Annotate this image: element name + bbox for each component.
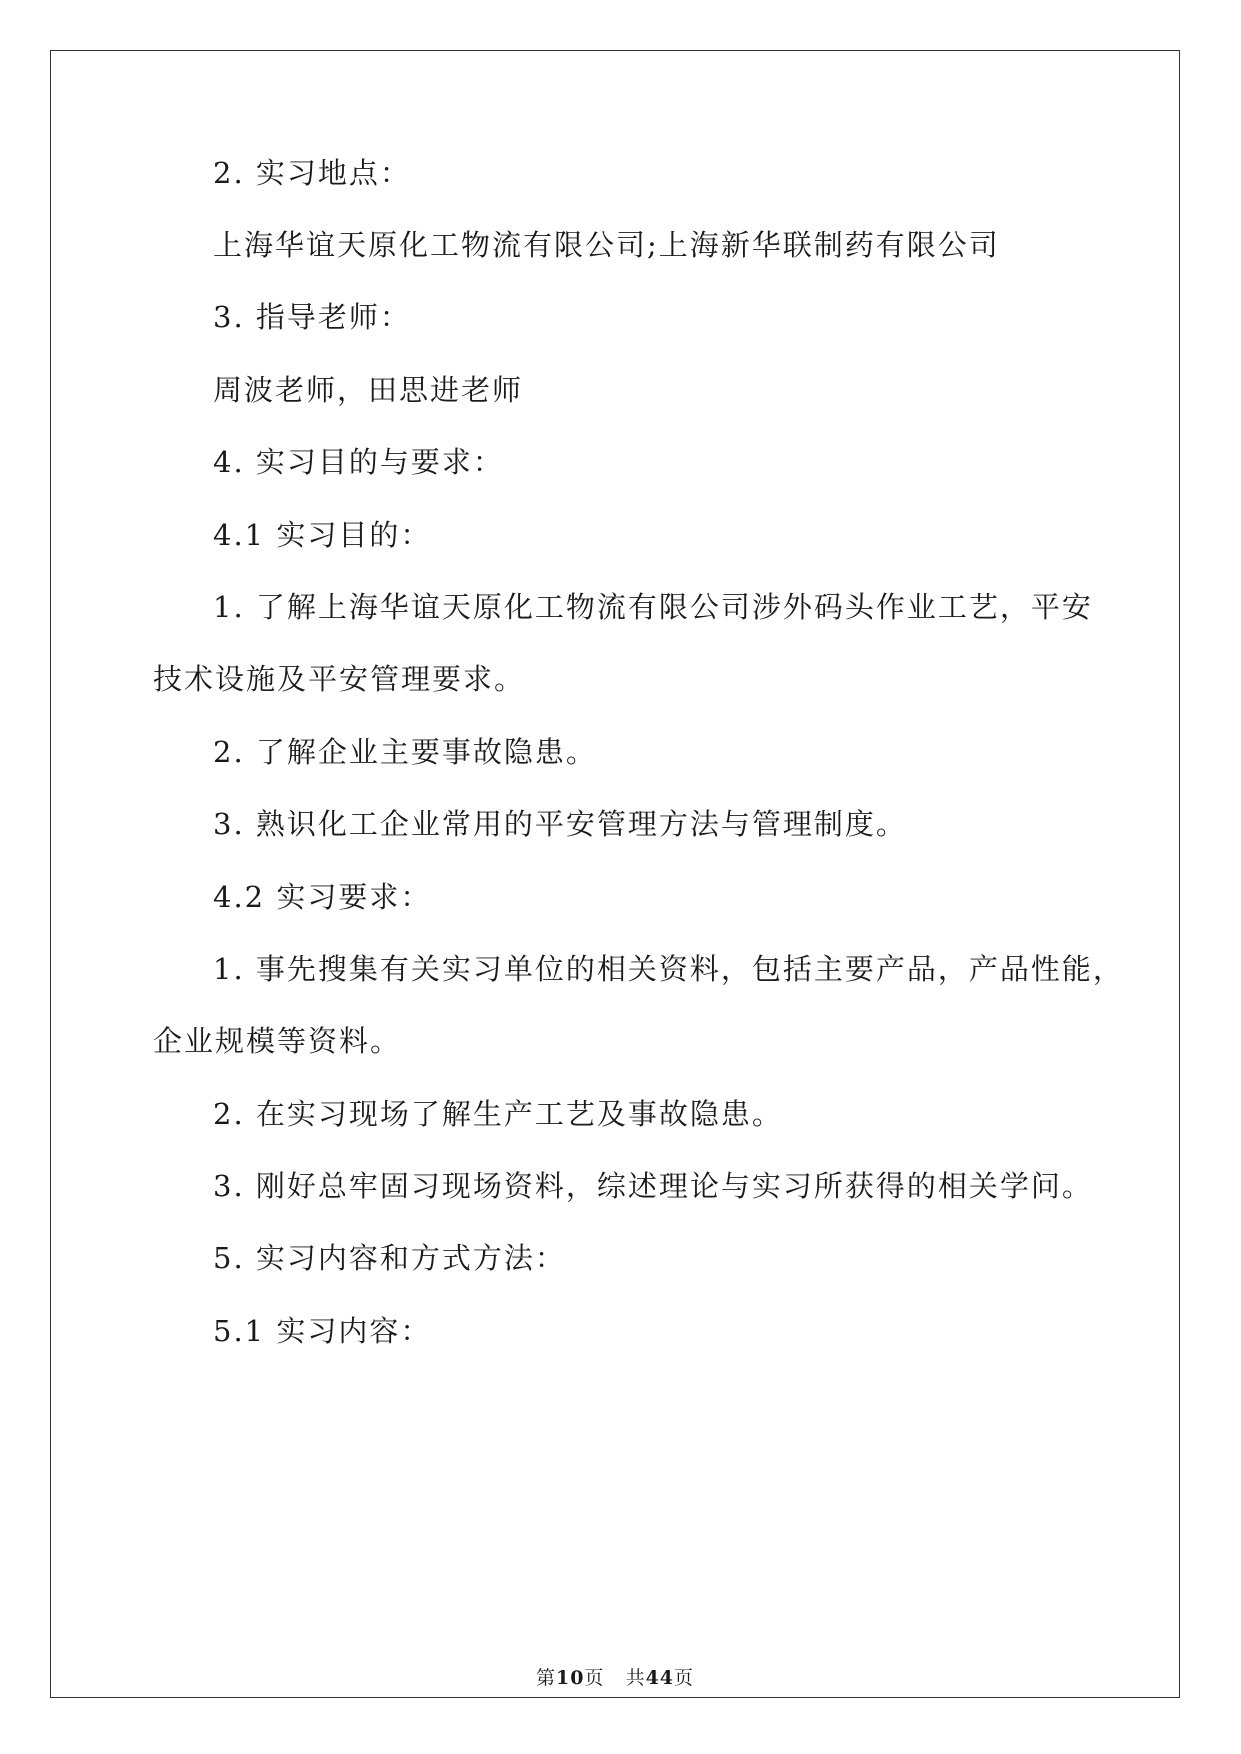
- text-line: 1. 事先搜集有关实习单位的相关资料，包括主要产品，产品性能，: [213, 952, 1124, 986]
- text-line: 上海华谊天原化工物流有限公司;上海新华联制药有限公司: [213, 228, 1000, 262]
- text-line: 5. 实习内容和方式方法：: [213, 1241, 566, 1275]
- footer-total-unit: 页: [674, 1667, 695, 1689]
- footer-page-unit: 页: [584, 1667, 605, 1689]
- text-line: 3. 刚好总牢固习现场资料，综述理论与实习所获得的相关学问。: [213, 1169, 1093, 1203]
- text-line: 4. 实习目的与要求：: [213, 445, 504, 479]
- current-page-number: 10: [555, 1667, 585, 1689]
- footer-total-prefix: 共: [625, 1667, 646, 1689]
- text-line: 4.2 实习要求：: [213, 880, 432, 914]
- text-line: 2. 在实习现场了解生产工艺及事故隐患。: [213, 1097, 783, 1131]
- text-line: 技术设施及平安管理要求。: [153, 662, 526, 696]
- text-line: 2. 了解企业主要事故隐患。: [213, 735, 597, 769]
- text-line: 5.1 实习内容：: [213, 1314, 432, 1348]
- text-line: 周波老师，田思进老师: [213, 373, 524, 407]
- text-line: 1. 了解上海华谊天原化工物流有限公司涉外码头作业工艺，平安: [213, 590, 1093, 624]
- page-footer: [51, 1663, 1179, 1690]
- text-line: 3. 熟识化工企业常用的平安管理方法与管理制度。: [213, 807, 907, 841]
- text-line: 企业规模等资料。: [153, 1024, 402, 1058]
- text-line: 3. 指导老师：: [213, 300, 411, 334]
- text-line: 2. 实习地点：: [213, 156, 411, 190]
- total-pages-number: 44: [645, 1667, 675, 1689]
- footer-prefix: 第: [535, 1667, 556, 1689]
- page-frame: [50, 50, 1180, 1698]
- text-line: 4.1 实习目的：: [213, 518, 432, 552]
